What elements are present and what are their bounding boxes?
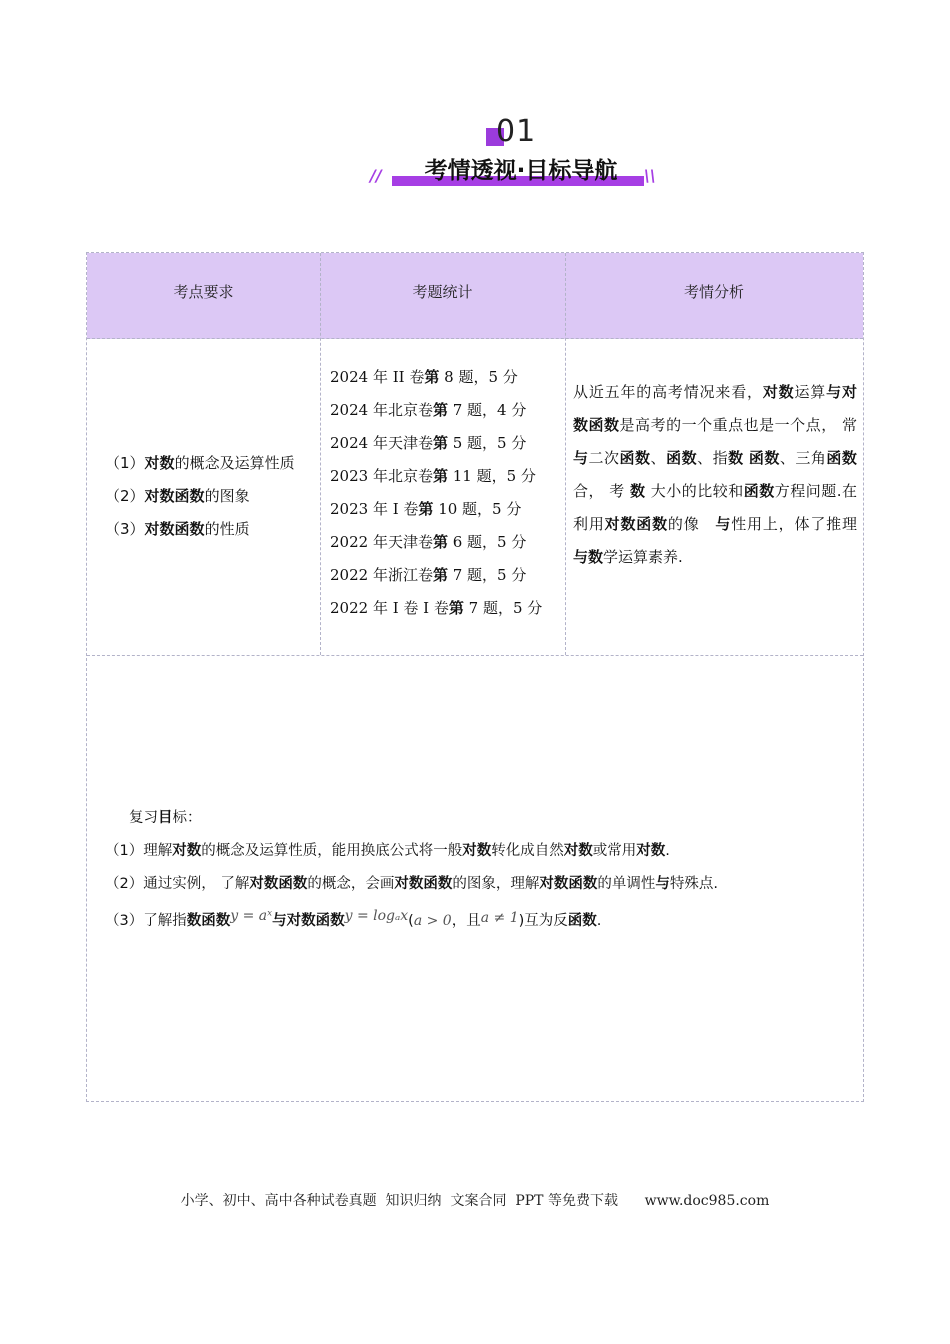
bold-text-run: 对数函数 — [249, 876, 308, 892]
text-run: 、三角 — [779, 449, 827, 467]
bold-text-run: 函数 — [666, 449, 698, 467]
table-header-row — [87, 253, 863, 339]
text-run: 大小的比较和 — [645, 482, 744, 500]
bold-text-run: 数 — [728, 449, 744, 467]
text-run: 的概念，会画 — [307, 876, 395, 892]
bold-text-run: 与数 — [573, 548, 604, 566]
goal-line-2 — [105, 868, 845, 901]
title-deco-right: \\ — [644, 166, 656, 185]
list-item: （3）对数函数的性质 — [105, 520, 250, 538]
text-run: 二次 — [588, 449, 620, 467]
bold-text-run: 对数函数 — [604, 515, 668, 533]
text-run: 是高考的一个重点也是一个点， 常 — [619, 416, 857, 434]
text-run: . — [665, 843, 670, 859]
list-item: 2022 年 I 卷 I 卷第 7 题，5 分 — [330, 599, 543, 617]
formula-log: y = logₐx — [344, 908, 409, 924]
text-run: 特殊点. — [669, 876, 718, 892]
review-goals-title: 复习目标： — [129, 810, 202, 826]
text-run: 从近五年的高考情况来看， — [573, 383, 763, 401]
list-item: 2023 年 I 卷第 10 题，5 分 — [330, 500, 522, 518]
requirements-list — [105, 447, 320, 546]
bold-text-run: 与对数函数 — [573, 383, 857, 434]
bold-text-run: 与 — [655, 876, 670, 892]
header-requirements: 考点要求 — [173, 283, 234, 301]
text-run: 或常用 — [592, 843, 637, 859]
bold-text-run: 对数函数 — [394, 876, 453, 892]
section-number-text: 01 — [496, 114, 537, 149]
bold-text-run: 函数 — [619, 449, 651, 467]
text-run: 的单调性 — [597, 876, 656, 892]
title-deco-left: // — [370, 166, 382, 185]
analysis-paragraph — [573, 376, 857, 574]
text-run: （2）通过实例， 了解 — [105, 876, 250, 892]
section-number — [486, 114, 546, 150]
footer-text: 小学、初中、高中各种试卷真题 知识归纳 文案合同 PPT 等免费下载 www.doc985.com — [180, 1193, 770, 1209]
bold-text-run: 对数 — [462, 843, 492, 859]
text-run: 方程问题.在利用 — [573, 482, 857, 533]
list-item: （1）对数的概念及运算性质 — [105, 454, 295, 472]
list-item: 2023 年北京卷第 11 题，5 分 — [330, 467, 536, 485]
bold-text-run: 函数 — [748, 449, 780, 467]
bold-text-run: 数 — [630, 482, 646, 500]
text-run: 的概念及运算性质，能用换底公式将一般 — [201, 843, 463, 859]
text-run: （1）理解 — [105, 843, 173, 859]
text-run: 的图象，理解 — [452, 876, 540, 892]
bold-text-run: 对数 — [762, 383, 795, 401]
bold-text-run: 与 — [573, 449, 589, 467]
header-analysis: 考情分析 — [683, 283, 744, 301]
text-run: 、 — [650, 449, 667, 467]
header-statistics: 考题统计 — [412, 283, 473, 301]
text-run: 性用上，体了推理 — [731, 515, 857, 533]
text-run: 转化成自然 — [491, 843, 564, 859]
section-title — [370, 152, 660, 190]
exam-analysis-table — [86, 252, 864, 1102]
column-divider — [320, 253, 321, 655]
row-divider — [87, 655, 863, 656]
text-run: 学运算素养. — [603, 548, 683, 566]
formula-cond1: a > 0 — [413, 913, 452, 929]
text-run: 、指 — [697, 449, 729, 467]
section-title-text: 考情透视·目标导航 — [424, 158, 618, 184]
review-goals — [105, 802, 845, 938]
text-run: 的像 — [667, 515, 716, 533]
formula-cond2: a ≠ 1 — [480, 910, 519, 926]
list-item: （2）对数函数的图象 — [105, 487, 250, 505]
bold-text-run: 函数 — [826, 449, 857, 467]
bold-text-run: 与 — [715, 515, 732, 533]
formula-exp: y = aˣ — [230, 908, 273, 924]
statistics-list — [330, 361, 562, 625]
bold-text-run: 对数 — [563, 843, 593, 859]
list-item: 2022 年天津卷第 6 题，5 分 — [330, 533, 527, 551]
list-item: 2022 年浙江卷第 7 题，5 分 — [330, 566, 527, 584]
goal-line-3: （3）了解指数函数y = aˣ与对数函数y = logₐx(a > 0，且a ≠ 1)互为反函数. — [105, 908, 602, 929]
list-item: 2024 年北京卷第 7 题，4 分 — [330, 401, 527, 419]
text-run: 运算 — [794, 383, 827, 401]
column-divider — [565, 253, 566, 655]
bold-text-run: 对数函数 — [539, 876, 598, 892]
list-item: 2024 年 II 卷第 8 题，5 分 — [330, 368, 518, 386]
goal-line-1 — [105, 835, 845, 868]
list-item: 2024 年天津卷第 5 题，5 分 — [330, 434, 527, 452]
text-run: 合， 考 — [573, 482, 631, 500]
bold-text-run: 对数 — [636, 843, 666, 859]
bold-text-run: 函数 — [743, 482, 775, 500]
bold-text-run: 对数 — [172, 843, 202, 859]
